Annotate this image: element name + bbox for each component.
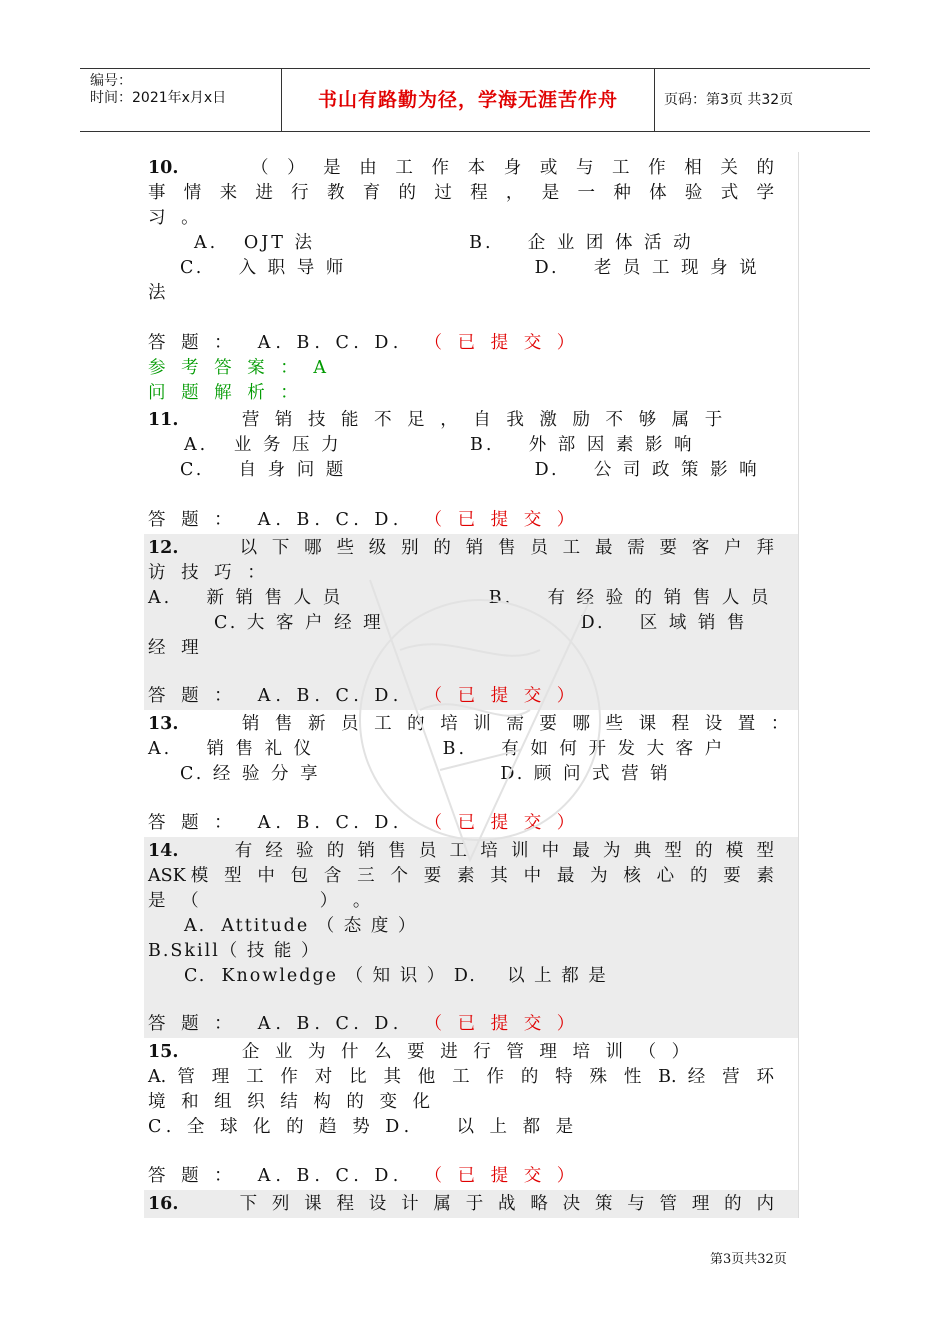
problem-analysis-label: 问 题 解 析 ： (148, 383, 303, 403)
question-text: 11. 营 销 技 能 不 足 ， 自 我 激 励 不 够 属 于 (148, 410, 728, 430)
submitted-status: （ 已 提 交 ） (424, 510, 580, 530)
answer-options[interactable]: 答 题 ： A. B. C. D. (148, 510, 404, 530)
question-text: 15. 企 业 为 什 么 要 进 行 管 理 培 训 （ ） (148, 1042, 695, 1062)
option-line: C. 大 客 户 经 理 D. 区 域 销 售 (214, 613, 748, 633)
option-line: A. Attitude （ 态 度 ） (184, 916, 418, 936)
header-meta (90, 73, 226, 107)
answer-options[interactable]: 答 题 ： A. B. C. D. (148, 1014, 404, 1034)
answer-line (148, 1012, 774, 1037)
option-line: C. 自 身 问 题 D. 公 司 政 策 影 响 (180, 460, 760, 480)
option-line: A. 管 理 工 作 对 比 其 他 工 作 的 特 殊 性 B. 经 营 环 (148, 1067, 774, 1087)
header-code-label: 编号： (90, 73, 132, 89)
option-line: 法 (148, 283, 171, 303)
answer-options[interactable]: 答 题 ： A. B. C. D. (148, 1166, 404, 1186)
submitted-status: （ 已 提 交 ） (424, 686, 580, 706)
question-16 (144, 1190, 798, 1218)
option-line: C. 入 职 导 师 D. 老 员 工 现 身 说 (180, 258, 760, 278)
answer-line (148, 684, 774, 709)
question-text: 14. 有 经 验 的 销 售 员 工 培 训 中 最 为 典 型 的 模 型 (148, 841, 774, 861)
question-12 (144, 534, 798, 710)
header-page-label: 页码：第3页 共32页 (664, 92, 794, 108)
question-text: ASK模 型 中 包 含 三 个 要 素 其 中 最 为 核 心 的 要 素 (148, 866, 774, 886)
answer-line (148, 1164, 774, 1189)
question-text: 事 情 来 进 行 教 育 的 过 程 ， 是 一 种 体 验 式 学 (148, 183, 774, 203)
header-divider (654, 69, 655, 131)
question-14 (144, 837, 798, 1038)
question-11 (144, 406, 798, 534)
question-text: 13. 销 售 新 员 工 的 培 训 需 要 哪 些 课 程 设 置 ： (148, 714, 794, 734)
question-text: 访 技 巧 ： (148, 563, 270, 583)
question-list (144, 152, 799, 1218)
question-text: 16. 下 列 课 程 设 计 属 于 战 略 决 策 与 管 理 的 内 (148, 1194, 774, 1214)
submitted-status: （ 已 提 交 ） (424, 1014, 580, 1034)
question-text: 12. 以 下 哪 些 级 别 的 销 售 员 工 最 需 要 客 户 拜 (148, 538, 774, 558)
answer-line (148, 331, 774, 356)
question-13 (144, 710, 798, 837)
option-line: C. Knowledge （ 知 识 ） D. 以 上 都 是 (184, 966, 608, 986)
page-header (80, 68, 870, 132)
page-footer: 第3页共32页 (710, 1252, 787, 1267)
question-text: 10. （ ） 是 由 工 作 本 身 或 与 工 作 相 关 的 (148, 158, 774, 178)
header-motto: 书山有路勤为径，学海无涯苦作舟 (317, 89, 618, 111)
answer-options[interactable]: 答 题 ： A. B. C. D. (148, 813, 404, 833)
option-line: A. 销 售 礼 仪 B. 有 如 何 开 发 大 客 户 (148, 739, 726, 759)
answer-options[interactable]: 答 题 ： A. B. C. D. (148, 333, 404, 353)
question-text: 习 。 (148, 208, 204, 228)
option-line: A. 业 务 压 力 B. 外 部 因 素 影 响 (184, 435, 695, 455)
question-10 (144, 152, 798, 406)
option-line: A. OJT 法 B. 企 业 团 体 活 动 (194, 233, 694, 253)
answer-line (148, 811, 774, 836)
option-line: B.Skill（ 技 能 ） (148, 941, 321, 961)
submitted-status: （ 已 提 交 ） (424, 1166, 580, 1186)
option-line: 境 和 组 织 结 构 的 变 化 (148, 1092, 436, 1112)
question-text: 是 （ ） 。 (148, 891, 376, 911)
option-line: 经 理 (148, 638, 204, 658)
header-time-label: 时间：2021年x月x日 (90, 90, 227, 106)
submitted-status: （ 已 提 交 ） (424, 813, 580, 833)
option-line: C. 全 球 化 的 趋 势 D. 以 上 都 是 (148, 1117, 579, 1137)
option-line: A. 新 销 售 人 员 B. 有 经 验 的 销 售 人 员 (148, 588, 772, 608)
question-15 (144, 1038, 798, 1190)
submitted-status: （ 已 提 交 ） (424, 333, 580, 353)
option-line: C. 经 验 分 享 D. 顾 问 式 营 销 (180, 764, 671, 784)
answer-line (148, 508, 774, 533)
answer-options[interactable]: 答 题 ： A. B. C. D. (148, 686, 404, 706)
reference-answer: 参 考 答 案 ： A (148, 358, 331, 378)
